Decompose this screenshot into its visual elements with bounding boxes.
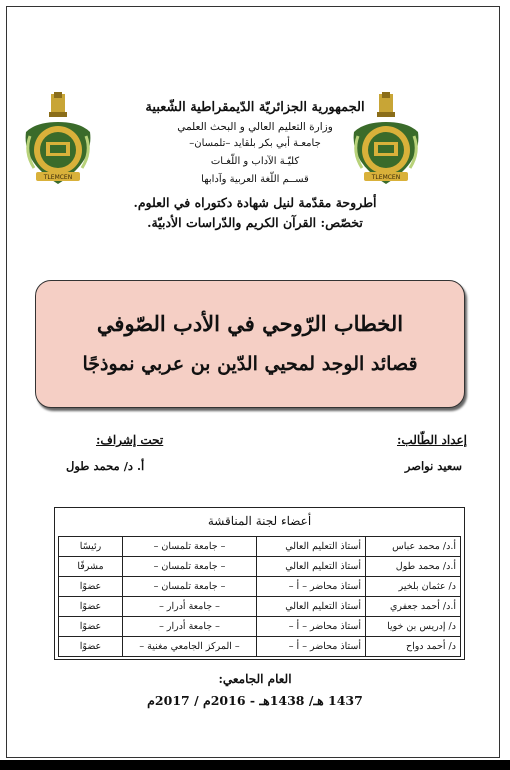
table-row — [59, 597, 461, 617]
seal-left-emblem — [26, 92, 91, 184]
table-row — [59, 557, 461, 577]
table-row — [59, 577, 461, 597]
member-name: أ.د/ محمد عباس — [366, 537, 461, 557]
member-rank: أستاذ محاضر – أ – — [257, 637, 366, 657]
member-name: د/ إدريس بن خويا — [366, 617, 461, 637]
committee-title: أعضاء لجنة المناقشة — [207, 514, 312, 528]
member-role: عضوًا — [59, 597, 123, 617]
thesis-subtitle: قصائد الوجد لمحيي الدّين بن عربي نموذجًا — [82, 353, 418, 375]
ministry-name: وزارة التعليم العالي و البحث العلمي — [177, 121, 333, 133]
member-rank: أستاذ محاضر – أ – — [257, 577, 366, 597]
academic-year-value: 1437 هـ/ 1438هـ - 2016م / 2017م — [147, 693, 363, 708]
supervisor-name: أ. د/ محمد طول — [66, 459, 145, 473]
member-university: – جامعة تلمسان – — [123, 557, 257, 577]
committee-table — [58, 536, 461, 657]
member-rank: أستاذ التعليم العالي — [257, 597, 366, 617]
seal-right-text: TLEMCEN — [371, 174, 401, 181]
member-name: أ.د/ أحمد جعفري — [366, 597, 461, 617]
member-rank: أستاذ التعليم العالي — [257, 557, 366, 577]
university-name: جامعـة أبي بكر بلقايد –تلمسان– — [189, 138, 321, 149]
thesis-title: الخطاب الرّوحي في الأدب الصّوفي — [96, 311, 404, 336]
member-university: – جامعة أدرار – — [123, 617, 257, 637]
university-seal-left — [20, 92, 96, 188]
table-row — [59, 617, 461, 637]
seal-left-text: TLEMCEN — [43, 174, 73, 181]
thesis-degree: أطروحة مقدّمة لنيل شهادة دكتوراه في العلوم. — [133, 195, 377, 210]
academic-year-label: العام الجامعي: — [218, 672, 292, 686]
committee-box — [54, 507, 465, 660]
faculty-name: كليّـة الآداب و اللّغـات — [210, 156, 300, 167]
member-rank: أستاذ التعليم العالي — [257, 537, 366, 557]
student-label: إعداد الطّالب: — [396, 433, 467, 447]
member-role: مشرفًا — [59, 557, 123, 577]
member-university: – المركز الجامعي مغنية – — [123, 637, 257, 657]
member-university: – جامعة أدرار – — [123, 597, 257, 617]
member-university: – جامعة تلمسان – — [123, 537, 257, 557]
member-role: رئيسًا — [59, 537, 123, 557]
republic-name: الجمهورية الجزائريّة الدّيمقراطية الشّعبية — [145, 100, 365, 115]
table-row — [59, 637, 461, 657]
member-name: د/ أحمد دواح — [366, 637, 461, 657]
member-name: أ.د/ محمد طول — [366, 557, 461, 577]
table-row — [59, 537, 461, 557]
title-box — [35, 280, 465, 408]
member-rank: أستاذ محاضر – أ – — [257, 617, 366, 637]
member-role: عضوًا — [59, 617, 123, 637]
supervisor-label: تحت إشراف: — [96, 433, 164, 447]
department-name: قســم اللّغة العربية وآدابها — [201, 174, 309, 185]
member-name: د/ عثمان بلخير — [366, 577, 461, 597]
thesis-specialty: تخصّص: القرآن الكريم والدّراسات الأدبيّة. — [147, 215, 363, 230]
member-role: عضوًا — [59, 577, 123, 597]
member-university: – جامعة تلمسان – — [123, 577, 257, 597]
member-role: عضوًا — [59, 637, 123, 657]
student-name: سعيد نواصر — [404, 459, 462, 473]
bottom-bar — [0, 760, 510, 770]
